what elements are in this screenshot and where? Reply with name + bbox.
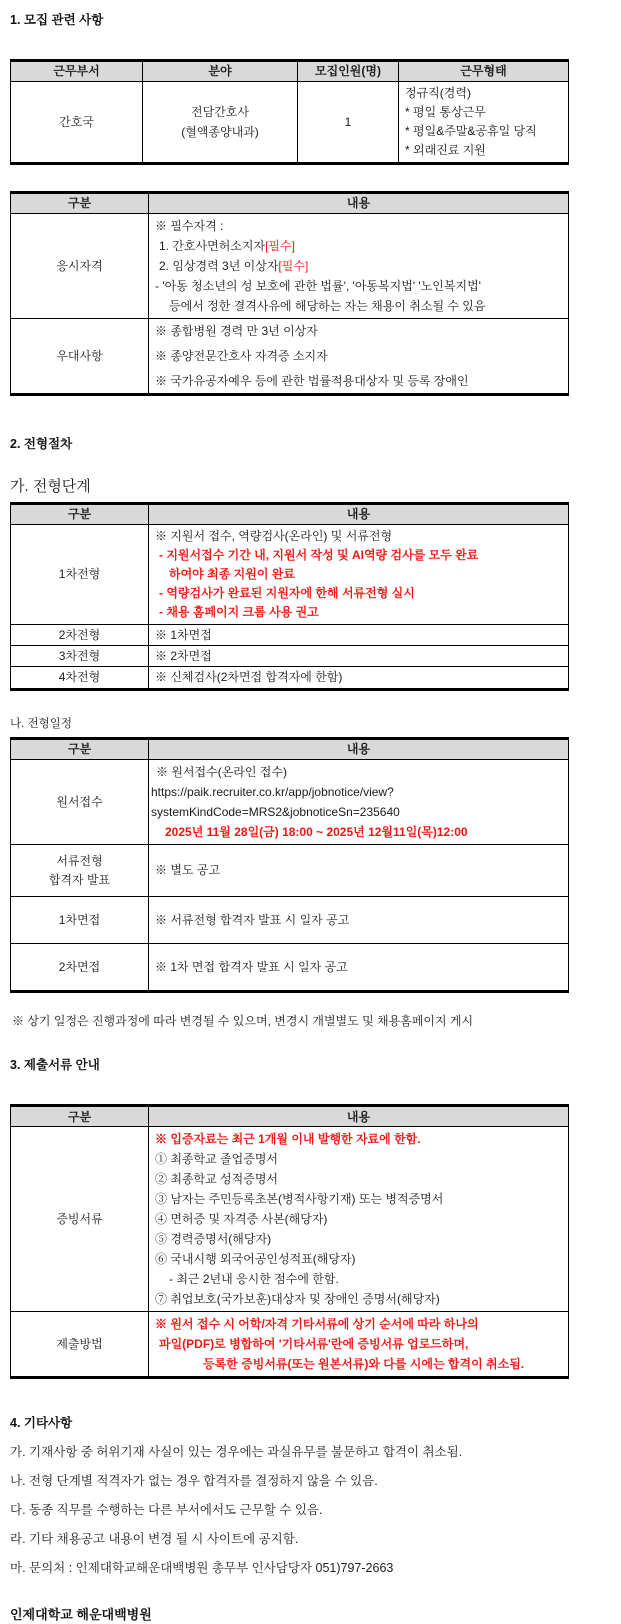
preference-line: ※ 종합병원 경력 만 3년 이상자 bbox=[155, 323, 318, 338]
cell-stage2-content: ※ 1차면접 bbox=[149, 625, 569, 646]
documents-line: ① 최종학교 졸업증명서 bbox=[155, 1152, 278, 1167]
selection-stage-header-row bbox=[11, 504, 569, 525]
cell-interview1-label: 1차면접 bbox=[11, 897, 149, 944]
application-line: ※ 원서접수(온라인 접수) bbox=[156, 765, 287, 780]
eligibility-line: ※ 필수자격 : bbox=[155, 218, 224, 233]
other-item: 마. 문의처 : 인제대학교해운대백병원 총무부 인사담당자 051)797-2663 bbox=[10, 1560, 394, 1575]
method-line: ※ 원서 접수 시 어학/자격 기타서류에 상기 순서에 따라 하나의 bbox=[155, 1317, 479, 1332]
cell-document-result-label bbox=[11, 845, 149, 897]
cell-method-content bbox=[149, 1312, 569, 1378]
header-content: 내용 bbox=[149, 739, 569, 760]
selection-schedule-header-row bbox=[11, 739, 569, 760]
cell-interview1-content: ※ 서류전형 합격자 발표 시 일자 공고 bbox=[149, 897, 569, 944]
other-item: 나. 전형 단계별 적격자가 없는 경우 합격자를 결정하지 않을 수 있음. bbox=[10, 1473, 378, 1488]
field-line1: 전담간호사 bbox=[191, 104, 249, 119]
required-documents-row bbox=[11, 1127, 569, 1312]
application-row bbox=[11, 760, 569, 845]
document-result-label-line2: 합격자 발표 bbox=[48, 872, 111, 887]
cell-documents-label: 증빙서류 bbox=[11, 1127, 149, 1312]
header-field: 분야 bbox=[143, 60, 298, 81]
cell-application-content bbox=[149, 760, 569, 845]
field-line2: (혈액종양내과) bbox=[181, 124, 259, 139]
eligibility-line bbox=[155, 236, 562, 256]
worktype-line: * 평일 통상근무 bbox=[405, 104, 486, 119]
submission-method-row bbox=[11, 1312, 569, 1378]
header-content: 내용 bbox=[149, 504, 569, 525]
hospital-name: 인제대학교 해운대백병원 bbox=[10, 1607, 152, 1623]
cell-interview2-content: ※ 1차 면접 합격자 발표 시 일자 공고 bbox=[149, 944, 569, 992]
section2-sub-b: 나. 전형일정 bbox=[10, 717, 72, 730]
interview2-row bbox=[11, 944, 569, 992]
document-submission-table bbox=[10, 1104, 569, 1379]
cell-preference-label: 우대사항 bbox=[11, 318, 149, 394]
qualification-table-header-row bbox=[11, 192, 569, 213]
documents-line: ⑥ 국내시행 외국어공인성적표(해당자) bbox=[155, 1252, 356, 1267]
documents-line: ② 최종학교 성적증명서 bbox=[155, 1172, 278, 1187]
application-url-line1: https://paik.recruiter.co.kr/app/jobnotice/view? bbox=[151, 785, 394, 800]
preference-row bbox=[11, 318, 569, 394]
stage1-line: - 채용 홈페이지 크롬 사용 권고 bbox=[159, 605, 319, 619]
interview1-row bbox=[11, 897, 569, 944]
header-category: 구분 bbox=[11, 192, 149, 213]
stage2-row bbox=[11, 625, 569, 646]
cell-eligibility-label: 응시자격 bbox=[11, 213, 149, 318]
cell-stage1-label: 1차전형 bbox=[11, 525, 149, 625]
header-worktype: 근무형태 bbox=[399, 60, 569, 81]
stage1-line: 하여야 최종 지원이 완료 bbox=[169, 567, 295, 581]
stage4-row bbox=[11, 667, 569, 689]
header-content: 내용 bbox=[149, 192, 569, 213]
cell-count: 1 bbox=[298, 81, 399, 163]
recruitment-table-header-row bbox=[11, 60, 569, 81]
cell-stage3-content: ※ 2차면접 bbox=[149, 646, 569, 667]
worktype-line: 정규직(경력) bbox=[405, 85, 471, 100]
cell-document-result-content: ※ 별도 공고 bbox=[149, 845, 569, 897]
cell-stage4-content: ※ 신체검사(2차면접 합격자에 한함) bbox=[149, 667, 569, 689]
document-result-label-line1: 서류전형 bbox=[56, 853, 103, 868]
document-result-row bbox=[11, 845, 569, 897]
worktype-line: * 외래진료 지원 bbox=[405, 142, 486, 157]
cell-eligibility-content bbox=[149, 213, 569, 318]
stage1-line: - 지원서접수 기간 내, 지원서 작성 및 AI역량 검사를 모두 완료 bbox=[159, 548, 479, 562]
recruitment-table bbox=[10, 59, 569, 165]
method-line: 등록한 증빙서류(또는 원본서류)와 다를 시에는 합격이 취소됨. bbox=[203, 1357, 525, 1372]
other-item: 라. 기타 채용공고 내용이 변경 될 시 사이트에 공지함. bbox=[10, 1531, 299, 1546]
method-line: 파일(PDF)로 병합하여 '기타서류'란에 증빙서류 업로드하며, bbox=[159, 1337, 469, 1352]
documents-line: ⑦ 취업보호(국가보훈)대상자 및 장애인 증명서(해당자) bbox=[155, 1292, 440, 1307]
other-item: 다. 동종 직무를 수행하는 다른 부서에서도 근무할 수 있음. bbox=[10, 1502, 323, 1517]
cell-stage2-label: 2차전형 bbox=[11, 625, 149, 646]
stage1-line: - 역량검사가 완료된 지원자에 한해 서류전형 실시 bbox=[159, 586, 415, 600]
eligibility-line: - '아동 청소년의 성 보호에 관한 법률', '아동복지법' '노인복지법' bbox=[155, 278, 481, 293]
stage3-row bbox=[11, 646, 569, 667]
preference-line: ※ 종양전문간호사 자격증 소지자 bbox=[155, 348, 328, 363]
eligibility-row bbox=[11, 213, 569, 318]
section2-sub-a: 가. 전형단계 bbox=[10, 477, 91, 495]
documents-subline: - 최근 2년내 응시한 점수에 한함. bbox=[169, 1272, 339, 1287]
stage1-line: ※ 지원서 접수, 역량검사(온라인) 및 서류전형 bbox=[155, 529, 393, 543]
eligibility-line bbox=[155, 256, 562, 276]
eligibility-line: 등에서 정한 결격사유에 해당하는 자는 채용이 취소될 수 있음 bbox=[169, 298, 486, 313]
section4-title: 4. 기타사항 bbox=[10, 1416, 73, 1431]
required-tag: [필수] bbox=[278, 258, 309, 273]
eligibility-text: 1. 간호사면허소지자 bbox=[159, 238, 266, 253]
application-url-line2: systemKindCode=MRS2&jobnoticeSn=235640 bbox=[151, 805, 400, 820]
section1-title: 1. 모집 관련 사항 bbox=[10, 13, 104, 27]
cell-dept: 간호국 bbox=[11, 81, 143, 163]
cell-stage1-content bbox=[149, 525, 569, 625]
section2-title: 2. 전형절차 bbox=[10, 436, 73, 451]
cell-method-label: 제출방법 bbox=[11, 1312, 149, 1378]
header-category: 구분 bbox=[11, 739, 149, 760]
cell-preference-content bbox=[149, 318, 569, 394]
header-content: 내용 bbox=[149, 1106, 569, 1127]
worktype-line: * 평일&주말&공휴일 당직 bbox=[405, 123, 537, 138]
cell-stage3-label: 3차전형 bbox=[11, 646, 149, 667]
application-period: 2025년 11월 28일(금) 18:00 ~ 2025년 12월11일(목)12:00 bbox=[165, 825, 468, 840]
section3-title: 3. 제출서류 안내 bbox=[10, 1058, 100, 1073]
cell-field bbox=[143, 81, 298, 163]
schedule-note: ※ 상기 일정은 진행과정에 따라 변경될 수 있으며, 변경시 개별별도 및 채용홈페이지 게시 bbox=[12, 1014, 474, 1029]
selection-stage-table bbox=[10, 502, 569, 691]
documents-line: ⑤ 경력증명서(해당자) bbox=[155, 1232, 272, 1247]
cell-worktype bbox=[399, 81, 569, 163]
cell-interview2-label: 2차면접 bbox=[11, 944, 149, 992]
header-dept: 근무부서 bbox=[11, 60, 143, 81]
recruitment-table-row bbox=[11, 81, 569, 163]
eligibility-text: 2. 임상경력 3년 이상자 bbox=[159, 258, 279, 273]
header-count: 모집인원(명) bbox=[298, 60, 399, 81]
header-category: 구분 bbox=[11, 504, 149, 525]
preference-line: ※ 국가유공자예우 등에 관한 법률적용대상자 및 등록 장애인 bbox=[155, 373, 469, 388]
documents-note-red: ※ 입증자료는 최근 1개월 이내 발행한 자료에 한함. bbox=[155, 1132, 421, 1147]
cell-documents-content bbox=[149, 1127, 569, 1312]
qualification-table bbox=[10, 191, 569, 396]
documents-line: ③ 남자는 주민등록초본(병적사항기재) 또는 병적증명서 bbox=[155, 1192, 444, 1207]
required-tag: [필수] bbox=[265, 238, 295, 253]
header-category: 구분 bbox=[11, 1106, 149, 1127]
cell-application-label: 원서접수 bbox=[11, 760, 149, 845]
selection-schedule-table bbox=[10, 737, 569, 993]
other-item: 가. 기재사항 중 허위기재 사실이 있는 경우에는 과실유무를 불문하고 합격이 취소됨. bbox=[10, 1445, 463, 1460]
stage1-row bbox=[11, 525, 569, 625]
cell-stage4-label: 4차전형 bbox=[11, 667, 149, 689]
documents-line: ④ 면허증 및 자격증 사본(해당자) bbox=[155, 1212, 328, 1227]
document-submission-header-row bbox=[11, 1106, 569, 1127]
